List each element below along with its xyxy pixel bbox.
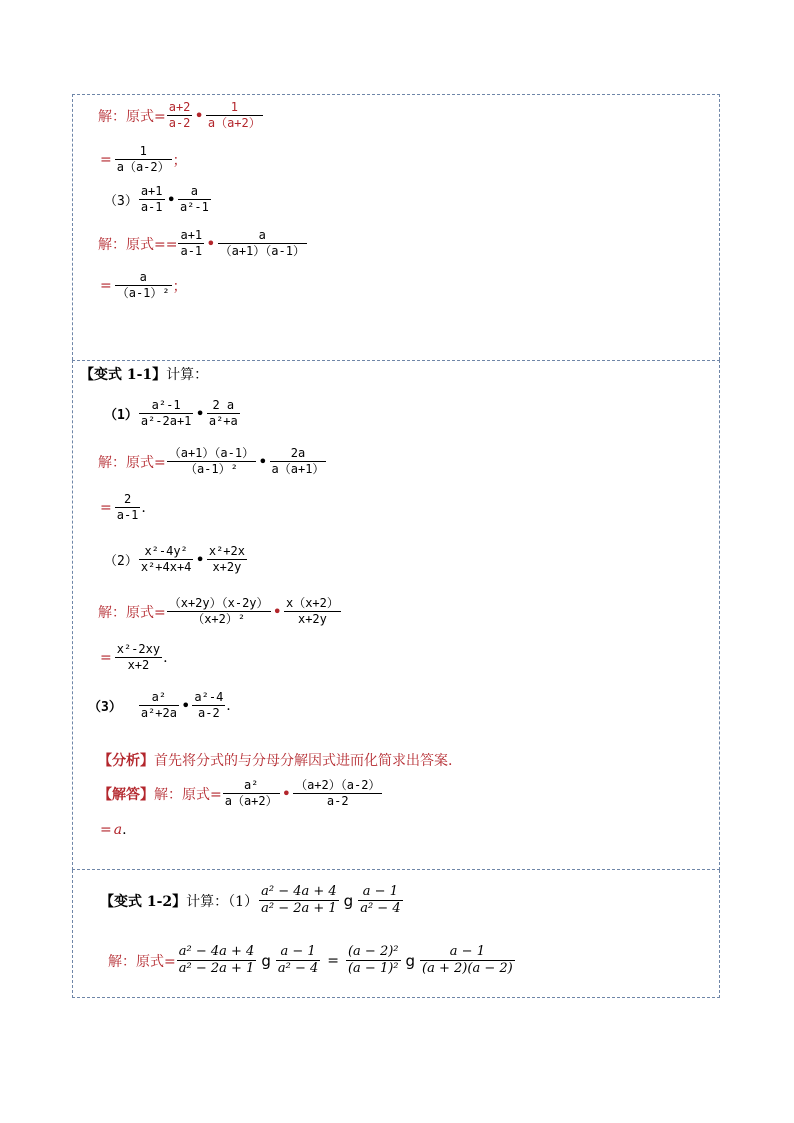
answer-line: [98, 778, 383, 809]
fraction: [167, 596, 271, 627]
line-result-3: [98, 270, 187, 301]
text: =: [100, 499, 112, 516]
numerator: 1: [230, 100, 238, 114]
text: 计算：（1）: [186, 893, 259, 910]
text: .: [226, 697, 231, 714]
numerator: (a − 2)²: [347, 944, 399, 959]
multiply-dot: •: [195, 403, 205, 423]
line-solution-p1: [98, 446, 327, 477]
problem-1: [104, 398, 241, 429]
fraction: [420, 944, 515, 977]
fraction: [139, 398, 194, 429]
problem-number: （3）: [88, 700, 122, 715]
denominator: a-1: [180, 244, 203, 258]
numerator: a: [139, 270, 147, 284]
problem-number: （3）: [104, 194, 138, 209]
numerator: （a+1）（a-1）: [168, 446, 255, 460]
denominator: a（a+1）: [271, 462, 325, 476]
fraction: [206, 100, 263, 131]
fraction: [115, 144, 172, 175]
multiply-dot: •: [206, 233, 216, 253]
denominator: x+2y: [297, 612, 327, 626]
numerator: x²-4y²: [144, 544, 188, 558]
multiply-dot: •: [281, 783, 292, 803]
numerator: a²-4: [194, 690, 224, 704]
numerator: a − 1: [449, 944, 485, 959]
denominator: x²+4x+4: [140, 560, 192, 574]
fraction: [115, 642, 162, 673]
text: =: [100, 822, 112, 838]
numerator: x²-2xy: [116, 642, 161, 656]
multiply-dot: •: [272, 601, 282, 621]
text: a: [113, 822, 123, 838]
fraction: [139, 690, 179, 721]
text: =: [100, 649, 112, 666]
numerator: 2: [123, 492, 132, 506]
fraction: [270, 446, 327, 477]
text: 【变式 1-1】: [80, 367, 167, 383]
denominator: a（a+2）: [224, 794, 278, 808]
fraction: [167, 100, 193, 131]
text: 计算：: [166, 367, 209, 383]
multiply-dot: •: [195, 549, 205, 569]
fraction: [139, 544, 194, 575]
text: 【变式 1-2】: [100, 893, 187, 910]
fraction: [207, 544, 247, 575]
line-result-p2: [98, 642, 168, 673]
variant-1-2-solution: [108, 944, 516, 977]
problem-number: （1）: [104, 408, 138, 423]
numerator: a+2: [168, 100, 191, 114]
text: =: [100, 151, 112, 168]
text: 【解答】: [98, 786, 154, 803]
line-result-p1: [98, 492, 146, 523]
text: =: [327, 952, 339, 969]
solution-label: 解：原式==: [98, 236, 178, 253]
text: ；: [172, 278, 187, 295]
fraction: [358, 884, 402, 917]
line-result-1: [98, 144, 187, 175]
line-solution-3: [98, 228, 308, 259]
denominator: a-1: [116, 508, 139, 522]
multiply-dot: •: [166, 189, 176, 209]
fraction: [346, 944, 401, 977]
denominator: x+2y: [212, 560, 242, 574]
fraction: [115, 270, 172, 301]
denominator: a²+2a: [140, 706, 177, 720]
fraction: [276, 944, 320, 977]
denominator: a（a+2）: [207, 116, 261, 130]
numerator: （a+2）（a-2）: [295, 778, 381, 792]
fraction: [207, 398, 240, 429]
solution-label: 解：原式=: [108, 953, 176, 970]
problem-3: [104, 184, 212, 215]
denominator: a（a-2）: [116, 160, 170, 174]
fraction: [167, 446, 256, 477]
numerator: （x+2y）（x-2y）: [168, 596, 269, 610]
operator-glyph: g: [343, 891, 354, 910]
line-solution-p2: [98, 596, 342, 627]
numerator: 1: [139, 144, 147, 158]
denominator: a² − 2a + 1: [178, 961, 255, 976]
numerator: a² − 4a + 4: [261, 884, 337, 899]
denominator: a-2: [326, 794, 349, 808]
numerator: a²-1: [151, 398, 181, 412]
denominator: a² − 2a + 1: [261, 901, 337, 916]
operator-glyph: g: [405, 951, 416, 970]
text: 解：原式=: [154, 786, 222, 803]
fraction: [259, 884, 339, 917]
numerator: a+1: [140, 184, 163, 198]
final-result: [98, 822, 127, 838]
denominator: a² − 4: [277, 961, 319, 976]
problem-number: （2）: [104, 554, 138, 569]
numerator: 2 a: [212, 398, 235, 412]
denominator: a²-1: [179, 200, 209, 214]
solution-label: 解：原式=: [98, 604, 166, 621]
numerator: a: [190, 184, 199, 198]
text: 【分析】: [98, 753, 154, 769]
numerator: a²: [151, 690, 167, 704]
denominator: （a+1）（a-1）: [219, 244, 305, 258]
denominator: (a + 2)(a − 2): [422, 961, 513, 976]
numerator: a − 1: [280, 944, 316, 959]
denominator: a-2: [198, 706, 220, 720]
denominator: a-2: [168, 116, 191, 130]
numerator: x（x+2）: [285, 596, 339, 610]
denominator: a-1: [140, 200, 163, 214]
denominator: （a-1）²: [116, 286, 170, 300]
numerator: x²+2x: [208, 544, 245, 558]
text: .: [163, 649, 168, 666]
multiply-dot: •: [258, 451, 268, 471]
solution-label: 解：原式=: [98, 454, 166, 471]
denominator: （x+2）²: [192, 612, 246, 626]
text: 首先将分式的与分母分解因式进而化简求出答案.: [154, 753, 453, 769]
fraction: [115, 492, 141, 523]
operator-glyph: g: [261, 951, 271, 970]
denominator: a²-2a+1: [140, 414, 192, 428]
line-solution-1: [98, 100, 264, 131]
text: .: [122, 822, 127, 838]
denominator: x+2: [127, 658, 150, 672]
fraction: [284, 596, 341, 627]
fraction: [223, 778, 280, 809]
text: .: [141, 499, 146, 516]
problem-2: [104, 544, 248, 575]
numerator: 2a: [290, 446, 306, 460]
fraction: [139, 184, 165, 215]
analysis-line: [98, 750, 452, 770]
text: =: [100, 277, 112, 294]
denominator: a²+a: [208, 414, 238, 428]
multiply-dot: •: [194, 105, 204, 125]
denominator: a² − 4: [360, 901, 401, 916]
fraction: [177, 944, 257, 977]
text: ；: [172, 152, 187, 169]
variant-1-1-title: [80, 364, 208, 384]
numerator: a+1: [180, 228, 203, 242]
variant-1-2-title: [100, 884, 404, 917]
multiply-dot: •: [180, 695, 191, 715]
solution-label: 解：原式=: [98, 108, 166, 125]
numerator: a² − 4a + 4: [178, 944, 255, 959]
denominator: (a − 1)²: [347, 961, 399, 976]
problem-3-variant: [88, 690, 231, 721]
numerator: a²: [243, 778, 259, 792]
fraction: [178, 184, 211, 215]
fraction: [178, 228, 204, 259]
numerator: a: [258, 228, 266, 242]
denominator: （a-1）²: [184, 462, 238, 476]
solution-box-1: [72, 94, 720, 360]
fraction: [293, 778, 382, 809]
fraction: [218, 228, 307, 259]
fraction: [192, 690, 225, 721]
numerator: a − 1: [362, 884, 398, 899]
